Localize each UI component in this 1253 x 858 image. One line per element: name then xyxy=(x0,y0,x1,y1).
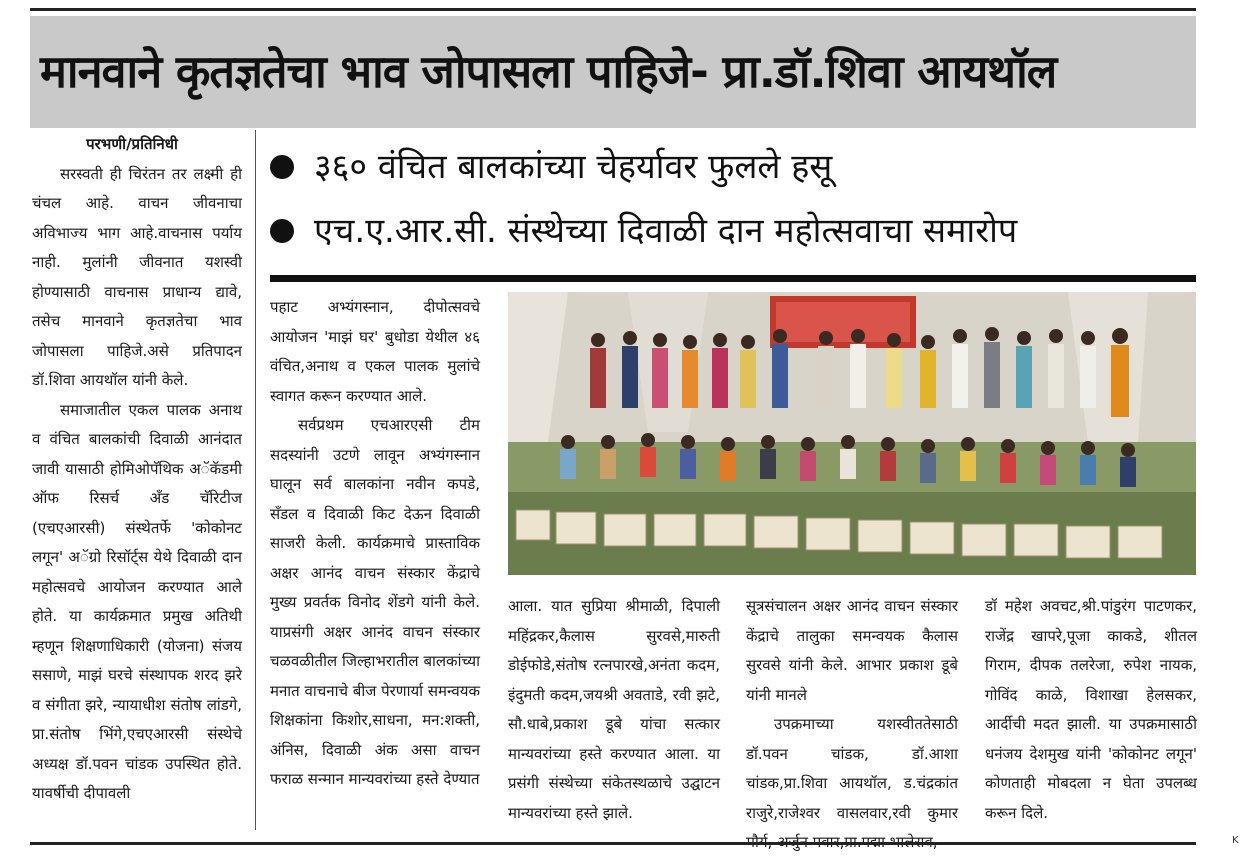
bullet-icon xyxy=(270,219,294,243)
article-column-1 xyxy=(32,130,242,830)
col1-paragraph-1: सरस्वती ही चिरंतन तर लक्ष्मी ही चंचल आहे. वाचन जीवनाचा अविभाज्य भाग आहे.वाचनास पर्याय नाही. मुलांनी जीवनात यशस्वी होण्यासाठी वाचनास प्राधान्य द्यावे, तसेच मानवाने कृतज्ञतेचा भाव जोपासला पाहिजे.असे प्रतिपादन डॉ.शिवा आयथॉल यांनी केले. xyxy=(32,164,242,389)
subhead-rule xyxy=(270,275,1196,282)
top-rule xyxy=(30,8,1196,11)
byline: परभणी/प्रतिनिधी xyxy=(86,135,178,153)
subhead-1 xyxy=(270,147,1200,187)
col3-paragraph-1: आला. यात सुप्रिया श्रीमाळी, दिपाली महिंद्रकर,कैलास सुरवसे,मारुती डोईफोडे,संतोष रत्नपारखे,अनंता कदम, इंदुमती कदम,जयश्री अवताडे, रवी झटे, सौ.धाबे,प्रकाश डूबे यांचा सत्कार मान्यवरांच्या हस्ते करण्यात आला. या प्रसंगी संस्थेच्या संकेतस्थळाचे उद्घाटन मान्यवरांच्या हस्ते झाले. xyxy=(508,597,720,822)
column-divider xyxy=(255,130,256,830)
article-column-2 xyxy=(270,293,480,833)
col2-paragraph-1: पहाट अभ्यंगस्नान, दीपोत्सवचे आयोजन 'माझं घर' बुधोडा येथील ४६ वंचित,अनाथ व एकल पालक मुलांचे स्वागत करून करण्यात आले. xyxy=(270,298,480,405)
headline-band xyxy=(30,16,1196,128)
article-column-4 xyxy=(746,592,958,832)
bullet-icon xyxy=(270,155,294,179)
col4-paragraph-2: उपक्रमाच्या यशस्वीततेसाठी डॉ.पवन चांडक, डॉ.आशा चांडक,प्रा.शिवा आयथॉल, ड.चंद्रकांत राजुरे,राजेश्वर वासलवार,रवी कुमार xyxy=(746,715,958,822)
col2-paragraph-2: सर्वप्रथम एचआरएसी टीम सदस्यांनी उटणे लावून अभ्यंगस्नान घालून सर्व बालकांना नवीन कपडे, सँडल व दिवाळी किट देऊन दिवाळी साजरी केली. कार्यक्रमाचे प्रास्ताविक अक्षर आनंद वाचन संस्कार केंद्राचे मुख्य प्रवर्तक विनोद शेंडगे यांनी केले. याप्रसंगी अक्षर आनंद वाचन संस्कार चळवळीतील जिल्हाभरातील बालकांच्या मनात वाचनाचे बीज पेरणार्या समन्वयक शिक्षकांना किशोर,साधना, मन:शक्ती, अंनिस, दिवाळी अंक असा वाचन फराळ सन्मान मान्यवरांच्या हस्ते देण्यात xyxy=(270,416,480,788)
col1-paragraph-2: समाजातील एकल पालक अनाथ व वंचित बालकांची दिवाळी आनंदात जावी यासाठी होमिओपॅथिक अॅकॅडमी ऑफ रिसर्च अँड चॅरिटीज (एचएआरसी) संस्थेतर्फे 'कोकोनट लगून' अॅग्रो रिसॉर्ट्स येथे दिवाळी दान महोत्सवचे आयोजन करण्यात आले होते. या कार्यक्रमात प्रमुख अतिथी म्हणून शिक्षणाधिकारी (योजना) संजय ससाणे, माझं घरचे संस्थापक शरद झरे व संगीता झरे, न्यायाधीश संतोष लांडगे, प्रा.संतोष भिंगे,एचएआरसी संस्थेचे अध्यक्ष डॉ.पवन चांडक उपस्थित होते. यावर्षीची दीपावली xyxy=(32,400,242,802)
col5-paragraph-1: डॉ महेश अवचट,श्री.पांडुरंग पाटणकर, राजेंद्र खापरे,पूजा काकडे, शीतल गिराम, दीपक तलरेजा, रुपेश नायक, गोविंद काळे, विशाखा हेलसकर, आर्दीची मदत झाली. या उपक्रमासाठी धनंजय देशमुख यांनी 'कोकोनट लगून' कोणताही मोबदला न घेता उपलब्ध करून दिले. xyxy=(985,597,1197,822)
article-column-5 xyxy=(985,592,1197,832)
event-group-photo xyxy=(508,292,1196,575)
subhead-1-text: ३६० वंचित बालकांच्या चेहर्यावर फुलले हसू xyxy=(314,147,833,187)
subhead-2 xyxy=(270,211,1200,251)
bottom-rule xyxy=(30,842,1196,845)
edge-mark: K xyxy=(1232,835,1239,846)
col4-paragraph-1: सूत्रसंचालन अक्षर आनंद वाचन संस्कार केंद्राचे तालुका समन्वयक कैलास सुरवसे यांनी केले. आभार प्रकाश डूबे यांनी मानले xyxy=(746,597,958,704)
subhead-2-text: एच.ए.आर.सी. संस्थेच्या दिवाळी दान महोत्सवाचा समारोप xyxy=(314,211,1018,251)
headline: मानवाने कृतज्ञतेचा भाव जोपासला पाहिजे- प्रा.डॉ.शिवा आयथॉल xyxy=(40,45,1057,99)
article-column-3 xyxy=(508,592,720,832)
